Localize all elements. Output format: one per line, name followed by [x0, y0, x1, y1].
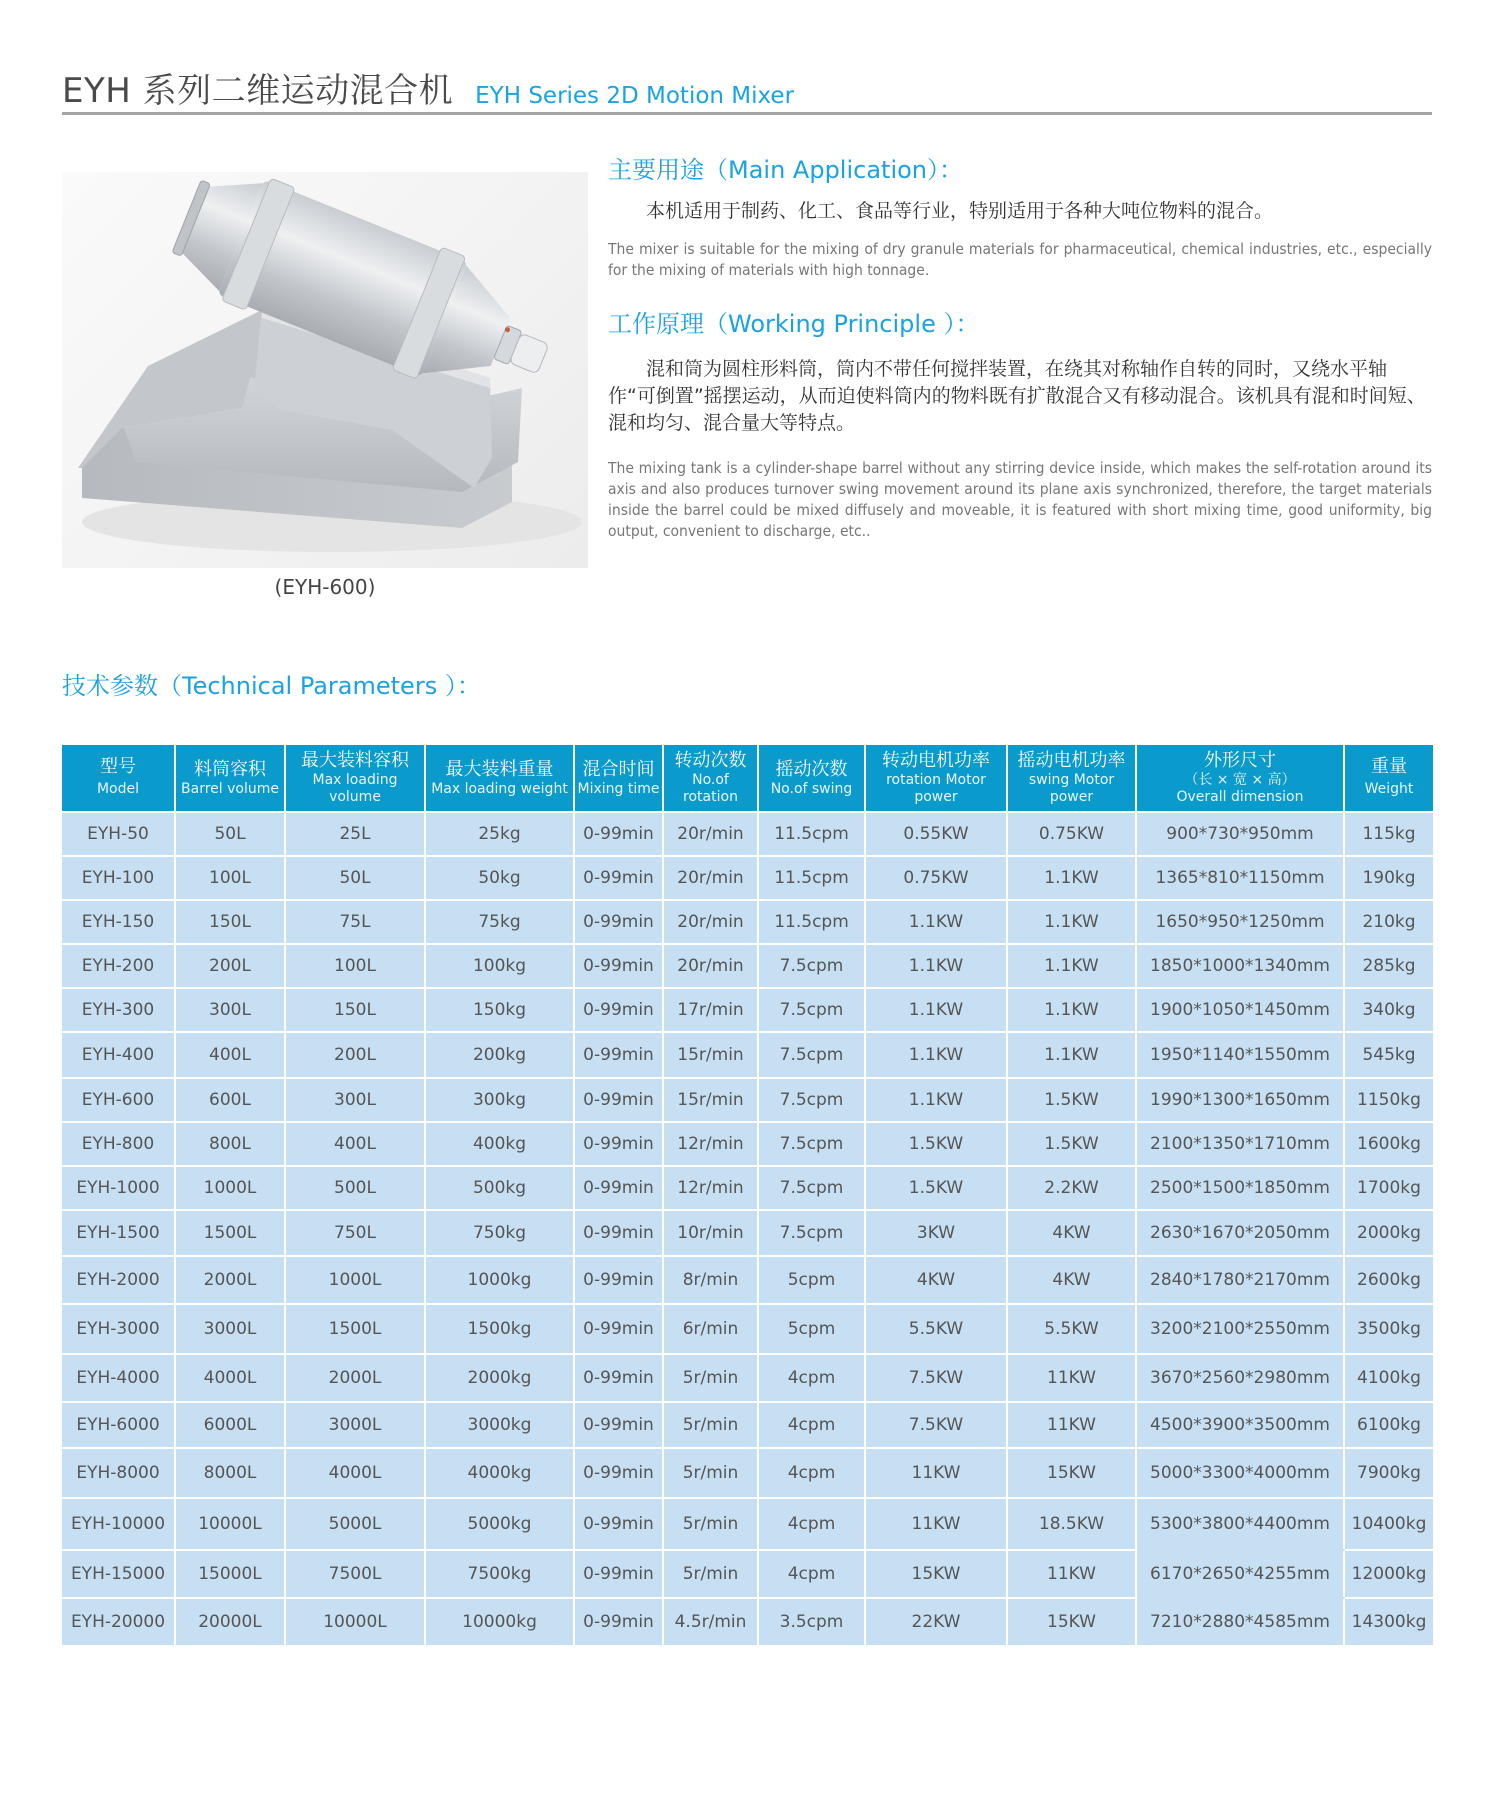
- cell-max-loading-volume: 50L: [285, 856, 425, 900]
- cell-max-loading-volume: 10000L: [285, 1598, 425, 1646]
- column-header-en: swing Motor power: [1028, 772, 1115, 805]
- cell-barrel-volume: 3000L: [175, 1304, 285, 1354]
- cell-overall-dimension: 3200*2100*2550mm: [1136, 1304, 1344, 1354]
- cell-overall-dimension: 6170*2650*4255mm: [1136, 1550, 1344, 1598]
- cell-max-loading-volume: 1500L: [285, 1304, 425, 1354]
- cell-max-loading-weight: 5000kg: [425, 1498, 574, 1550]
- cell-max-loading-weight: 25kg: [425, 812, 574, 856]
- cell-rotation-motor-power: 1.1KW: [865, 1032, 1007, 1078]
- cell-swing-motor-power: 1.1KW: [1007, 988, 1136, 1032]
- cell-swing-motor-power: 1.5KW: [1007, 1078, 1136, 1122]
- cell-rotation-motor-power: 22KW: [865, 1598, 1007, 1646]
- cell-rotation-motor-power: 1.1KW: [865, 944, 1007, 988]
- cell-rotation-count: 4.5r/min: [663, 1598, 758, 1646]
- cell-model: EYH-4000: [62, 1354, 175, 1402]
- cell-mixing-time: 0-99min: [574, 900, 663, 944]
- cell-weight: 210kg: [1344, 900, 1433, 944]
- cell-rotation-count: 15r/min: [663, 1078, 758, 1122]
- cell-rotation-motor-power: 3KW: [865, 1210, 1007, 1256]
- table-row: [62, 900, 1433, 944]
- cell-weight: 10400kg: [1344, 1498, 1433, 1550]
- column-header-cn: 料筒容积: [194, 758, 266, 780]
- column-header-en: No.of swing: [770, 780, 853, 797]
- cell-max-loading-weight: 150kg: [425, 988, 574, 1032]
- title-english: EYH Series 2D Motion Mixer: [475, 83, 795, 109]
- table-row: [62, 1598, 1433, 1646]
- cell-model: EYH-50: [62, 812, 175, 856]
- cell-swing-count: 11.5cpm: [758, 900, 865, 944]
- cell-model: EYH-150: [62, 900, 175, 944]
- column-header-cn: 型号: [100, 756, 136, 777]
- cell-swing-motor-power: 4KW: [1007, 1256, 1136, 1304]
- cell-model: EYH-2000: [62, 1256, 175, 1304]
- table-row: [62, 1498, 1433, 1550]
- cell-max-loading-weight: 50kg: [425, 856, 574, 900]
- cell-mixing-time: 0-99min: [574, 1550, 663, 1598]
- cell-model: EYH-800: [62, 1122, 175, 1166]
- cell-weight: 1150kg: [1344, 1078, 1433, 1122]
- cell-swing-motor-power: 1.1KW: [1007, 944, 1136, 988]
- cell-rotation-count: 12r/min: [663, 1122, 758, 1166]
- cell-barrel-volume: 2000L: [175, 1256, 285, 1304]
- main-application-heading: 主要用途（Main Application）：: [608, 156, 964, 184]
- cell-max-loading-weight: 10000kg: [425, 1598, 574, 1646]
- table-row: [62, 1122, 1433, 1166]
- cell-rotation-motor-power: 0.75KW: [865, 856, 1007, 900]
- cell-overall-dimension: 1650*950*1250mm: [1136, 900, 1344, 944]
- cell-swing-count: 7.5cpm: [758, 1166, 865, 1210]
- cell-max-loading-volume: 2000L: [285, 1354, 425, 1402]
- cell-rotation-count: 15r/min: [663, 1032, 758, 1078]
- cell-weight: 6100kg: [1344, 1402, 1433, 1448]
- spec-table: [62, 745, 1433, 1647]
- column-header-mixing-time: [574, 745, 663, 812]
- cell-mixing-time: 0-99min: [574, 1598, 663, 1646]
- cell-model: EYH-20000: [62, 1598, 175, 1646]
- cell-barrel-volume: 100L: [175, 856, 285, 900]
- cell-barrel-volume: 4000L: [175, 1354, 285, 1402]
- mixer-illustration: [62, 172, 588, 568]
- cell-rotation-count: 5r/min: [663, 1498, 758, 1550]
- table-row: [62, 1402, 1433, 1448]
- cell-rotation-count: 5r/min: [663, 1448, 758, 1498]
- cell-model: EYH-6000: [62, 1402, 175, 1448]
- column-header-rotation-motor-power: [865, 745, 1007, 812]
- cell-max-loading-weight: 1500kg: [425, 1304, 574, 1354]
- cell-swing-count: 7.5cpm: [758, 1122, 865, 1166]
- cell-max-loading-weight: 500kg: [425, 1166, 574, 1210]
- cell-rotation-count: 6r/min: [663, 1304, 758, 1354]
- cell-weight: 1700kg: [1344, 1166, 1433, 1210]
- cell-mixing-time: 0-99min: [574, 1498, 663, 1550]
- main-application-text-en: The mixer is suitable for the mixing of dry granule materials for pharmaceutical, chemical industries, etc., especially for the mixing of materials with high tonnage.: [608, 240, 1432, 279]
- cell-max-loading-volume: 100L: [285, 944, 425, 988]
- cell-model: EYH-15000: [62, 1550, 175, 1598]
- cell-swing-motor-power: 1.1KW: [1007, 900, 1136, 944]
- cell-max-loading-volume: 1000L: [285, 1256, 425, 1304]
- cell-rotation-count: 17r/min: [663, 988, 758, 1032]
- cell-mixing-time: 0-99min: [574, 1166, 663, 1210]
- cell-max-loading-weight: 750kg: [425, 1210, 574, 1256]
- cell-swing-count: 7.5cpm: [758, 1078, 865, 1122]
- cell-model: EYH-200: [62, 944, 175, 988]
- cell-max-loading-volume: 200L: [285, 1032, 425, 1078]
- cell-mixing-time: 0-99min: [574, 1448, 663, 1498]
- cell-barrel-volume: 400L: [175, 1032, 285, 1078]
- cell-weight: 12000kg: [1344, 1550, 1433, 1598]
- table-row: [62, 1550, 1433, 1598]
- working-principle-section: [608, 304, 1432, 339]
- cell-mixing-time: 0-99min: [574, 1122, 663, 1166]
- cell-swing-count: 7.5cpm: [758, 944, 865, 988]
- cell-mixing-time: 0-99min: [574, 1304, 663, 1354]
- cell-weight: 3500kg: [1344, 1304, 1433, 1354]
- cell-max-loading-weight: 400kg: [425, 1122, 574, 1166]
- page-title: [62, 62, 794, 112]
- cell-swing-count: 11.5cpm: [758, 812, 865, 856]
- cell-mixing-time: 0-99min: [574, 1354, 663, 1402]
- cell-model: EYH-100: [62, 856, 175, 900]
- cell-swing-count: 7.5cpm: [758, 1032, 865, 1078]
- column-header-max-loading-volume: [285, 745, 425, 812]
- cell-rotation-motor-power: 0.55KW: [865, 812, 1007, 856]
- cell-rotation-motor-power: 1.1KW: [865, 988, 1007, 1032]
- column-header-en: Max loading weight: [431, 780, 568, 797]
- cell-rotation-motor-power: 15KW: [865, 1550, 1007, 1598]
- cell-swing-motor-power: 15KW: [1007, 1448, 1136, 1498]
- column-header-cn: 摇动次数: [775, 758, 848, 780]
- main-application-text-cn: 本机适用于制药、化工、食品等行业，特别适用于各种大吨位物料的混合。: [646, 200, 1274, 222]
- cell-rotation-motor-power: 5.5KW: [865, 1304, 1007, 1354]
- cell-swing-count: 5cpm: [758, 1304, 865, 1354]
- cell-barrel-volume: 20000L: [175, 1598, 285, 1646]
- cell-swing-count: 3.5cpm: [758, 1598, 865, 1646]
- cell-barrel-volume: 6000L: [175, 1402, 285, 1448]
- cell-max-loading-volume: 150L: [285, 988, 425, 1032]
- cell-overall-dimension: 7210*2880*4585mm: [1136, 1598, 1344, 1646]
- cell-barrel-volume: 50L: [175, 812, 285, 856]
- spec-table-body: [62, 812, 1433, 1646]
- technical-parameters-heading: 技术参数（Technical Parameters ）：: [62, 672, 481, 700]
- column-header-en: Max loading volume: [312, 772, 398, 805]
- cell-rotation-count: 5r/min: [663, 1354, 758, 1402]
- column-header-max-loading-weight: [425, 745, 574, 812]
- table-row: [62, 1256, 1433, 1304]
- cell-swing-count: 7.5cpm: [758, 1210, 865, 1256]
- table-row: [62, 1210, 1433, 1256]
- cell-mixing-time: 0-99min: [574, 988, 663, 1032]
- table-row: [62, 1032, 1433, 1078]
- column-header-en: Weight: [1364, 781, 1414, 797]
- cell-max-loading-weight: 75kg: [425, 900, 574, 944]
- column-header-cn: 最大装料容积: [301, 750, 409, 771]
- table-row: [62, 1448, 1433, 1498]
- cell-rotation-count: 20r/min: [663, 944, 758, 988]
- cell-rotation-motor-power: 11KW: [865, 1498, 1007, 1550]
- cell-max-loading-weight: 300kg: [425, 1078, 574, 1122]
- cell-weight: 285kg: [1344, 944, 1433, 988]
- cell-rotation-count: 20r/min: [663, 812, 758, 856]
- column-header-weight: [1344, 745, 1433, 812]
- cell-model: EYH-8000: [62, 1448, 175, 1498]
- cell-max-loading-volume: 75L: [285, 900, 425, 944]
- spec-table-header: [62, 745, 1433, 812]
- title-chinese: EYH 系列二维运动混合机: [62, 71, 454, 111]
- cell-max-loading-weight: 4000kg: [425, 1448, 574, 1498]
- cell-max-loading-weight: 200kg: [425, 1032, 574, 1078]
- cell-max-loading-volume: 25L: [285, 812, 425, 856]
- cell-overall-dimension: 4500*3900*3500mm: [1136, 1402, 1344, 1448]
- cell-weight: 1600kg: [1344, 1122, 1433, 1166]
- cell-overall-dimension: 2500*1500*1850mm: [1136, 1166, 1344, 1210]
- cell-swing-count: 4cpm: [758, 1550, 865, 1598]
- cell-rotation-count: 12r/min: [663, 1166, 758, 1210]
- working-principle-text-en: The mixing tank is a cylinder-shape barrel without any stirring device inside, which makes the self-rotation around its axis and also produces turnover swing movement around its plane axis synchronized, therefore, the target materials inside the barrel could be mixed diffusely and moveable, it is featured with short mixing time, good uniformity, big output, convenient to discharge, etc..: [608, 459, 1432, 540]
- cell-barrel-volume: 200L: [175, 944, 285, 988]
- cell-mixing-time: 0-99min: [574, 1402, 663, 1448]
- column-header-swing-motor-power: [1007, 745, 1136, 812]
- column-header-en: Barrel volume: [181, 780, 279, 797]
- cell-overall-dimension: 1990*1300*1650mm: [1136, 1078, 1344, 1122]
- cell-swing-motor-power: 2.2KW: [1007, 1166, 1136, 1210]
- column-header-cn: 摇动电机功率: [1017, 750, 1126, 771]
- cell-mixing-time: 0-99min: [574, 1078, 663, 1122]
- cell-overall-dimension: 1365*810*1150mm: [1136, 856, 1344, 900]
- cell-swing-motor-power: 1.5KW: [1007, 1122, 1136, 1166]
- column-header-cn: 最大装料重量: [445, 758, 554, 780]
- cell-mixing-time: 0-99min: [574, 1032, 663, 1078]
- cell-weight: 2000kg: [1344, 1210, 1433, 1256]
- column-header-cn-sub: （长 × 宽 × 高）: [1184, 772, 1296, 788]
- table-row: [62, 988, 1433, 1032]
- cell-rotation-count: 20r/min: [663, 900, 758, 944]
- column-header-cn: 转动次数: [674, 750, 747, 771]
- cell-mixing-time: 0-99min: [574, 1256, 663, 1304]
- cell-barrel-volume: 1500L: [175, 1210, 285, 1256]
- column-header-en: Overall dimension: [1176, 789, 1304, 805]
- cell-overall-dimension: 1900*1050*1450mm: [1136, 988, 1344, 1032]
- cell-swing-motor-power: 11KW: [1007, 1402, 1136, 1448]
- cell-swing-motor-power: 1.1KW: [1007, 856, 1136, 900]
- cell-overall-dimension: 2630*1670*2050mm: [1136, 1210, 1344, 1256]
- cell-max-loading-volume: 750L: [285, 1210, 425, 1256]
- cell-overall-dimension: 3670*2560*2980mm: [1136, 1354, 1344, 1402]
- cell-swing-motor-power: 1.1KW: [1007, 1032, 1136, 1078]
- main-application-section: [608, 150, 1432, 185]
- cell-barrel-volume: 1000L: [175, 1166, 285, 1210]
- cell-barrel-volume: 300L: [175, 988, 285, 1032]
- product-image-caption: (EYH-600): [274, 575, 376, 599]
- cell-mixing-time: 0-99min: [574, 856, 663, 900]
- cell-max-loading-volume: 7500L: [285, 1550, 425, 1598]
- cell-barrel-volume: 15000L: [175, 1550, 285, 1598]
- cell-max-loading-weight: 1000kg: [425, 1256, 574, 1304]
- cell-weight: 340kg: [1344, 988, 1433, 1032]
- cell-max-loading-volume: 500L: [285, 1166, 425, 1210]
- column-header-en: Model: [96, 781, 140, 797]
- cell-swing-count: 4cpm: [758, 1448, 865, 1498]
- column-header-cn: 混合时间: [582, 758, 655, 780]
- cell-swing-count: 5cpm: [758, 1256, 865, 1304]
- cell-barrel-volume: 800L: [175, 1122, 285, 1166]
- cell-model: EYH-400: [62, 1032, 175, 1078]
- cell-weight: 7900kg: [1344, 1448, 1433, 1498]
- cell-max-loading-weight: 2000kg: [425, 1354, 574, 1402]
- cell-rotation-count: 20r/min: [663, 856, 758, 900]
- cell-barrel-volume: 600L: [175, 1078, 285, 1122]
- cell-swing-motor-power: 0.75KW: [1007, 812, 1136, 856]
- table-row: [62, 812, 1433, 856]
- cell-rotation-motor-power: 1.5KW: [865, 1166, 1007, 1210]
- cell-overall-dimension: 5000*3300*4000mm: [1136, 1448, 1344, 1498]
- cell-rotation-motor-power: 1.1KW: [865, 1078, 1007, 1122]
- cell-swing-motor-power: 5.5KW: [1007, 1304, 1136, 1354]
- cell-weight: 2600kg: [1344, 1256, 1433, 1304]
- column-header-cn: 重量: [1371, 756, 1407, 777]
- cell-max-loading-weight: 100kg: [425, 944, 574, 988]
- cell-weight: 545kg: [1344, 1032, 1433, 1078]
- cell-swing-motor-power: 11KW: [1007, 1550, 1136, 1598]
- column-header-cn: 转动电机功率: [882, 750, 990, 771]
- cell-rotation-motor-power: 1.5KW: [865, 1122, 1007, 1166]
- cell-weight: 190kg: [1344, 856, 1433, 900]
- cell-swing-motor-power: 4KW: [1007, 1210, 1136, 1256]
- column-header-barrel-volume: [175, 745, 285, 812]
- cell-rotation-motor-power: 1.1KW: [865, 900, 1007, 944]
- cell-swing-motor-power: 15KW: [1007, 1598, 1136, 1646]
- cell-max-loading-weight: 7500kg: [425, 1550, 574, 1598]
- table-row: [62, 856, 1433, 900]
- table-row: [62, 1166, 1433, 1210]
- column-header-en: No.of rotation: [683, 772, 738, 805]
- cell-model: EYH-10000: [62, 1498, 175, 1550]
- cell-swing-count: 4cpm: [758, 1498, 865, 1550]
- cell-swing-count: 4cpm: [758, 1354, 865, 1402]
- cell-rotation-motor-power: 7.5KW: [865, 1402, 1007, 1448]
- cell-model: EYH-1000: [62, 1166, 175, 1210]
- cell-weight: 4100kg: [1344, 1354, 1433, 1402]
- cell-overall-dimension: 5300*3800*4400mm: [1136, 1498, 1344, 1550]
- cell-swing-count: 11.5cpm: [758, 856, 865, 900]
- cell-model: EYH-300: [62, 988, 175, 1032]
- table-row: [62, 1304, 1433, 1354]
- table-row: [62, 1354, 1433, 1402]
- cell-overall-dimension: 1950*1140*1550mm: [1136, 1032, 1344, 1078]
- cell-max-loading-volume: 5000L: [285, 1498, 425, 1550]
- cell-max-loading-volume: 400L: [285, 1122, 425, 1166]
- working-principle-heading: 工作原理（Working Principle ）：: [608, 310, 980, 338]
- working-principle-text-cn: 混和筒为圆柱形料筒，筒内不带任何搅拌装置，在绕其对称轴作自转的同时，又绕水平轴作“可倒置”摇摆运动，从而迫使料筒内的物料既有扩散混合又有移动混合。该机具有混和时间短、混和均匀、混合量大等特点。: [608, 358, 1426, 434]
- cell-rotation-motor-power: 11KW: [865, 1448, 1007, 1498]
- product-image: [62, 172, 588, 568]
- cell-rotation-count: 10r/min: [663, 1210, 758, 1256]
- column-header-cn: 外形尺寸: [1204, 750, 1276, 771]
- cell-mixing-time: 0-99min: [574, 944, 663, 988]
- cell-rotation-count: 5r/min: [663, 1402, 758, 1448]
- cell-max-loading-volume: 3000L: [285, 1402, 425, 1448]
- cell-swing-count: 7.5cpm: [758, 988, 865, 1032]
- cell-rotation-motor-power: 4KW: [865, 1256, 1007, 1304]
- cell-swing-motor-power: 18.5KW: [1007, 1498, 1136, 1550]
- cell-model: EYH-3000: [62, 1304, 175, 1354]
- column-header-model: [62, 745, 175, 812]
- column-header-rotation-count: [663, 745, 758, 812]
- table-row: [62, 1078, 1433, 1122]
- cell-swing-count: 4cpm: [758, 1402, 865, 1448]
- cell-overall-dimension: 900*730*950mm: [1136, 812, 1344, 856]
- column-header-en: Mixing time: [577, 780, 660, 797]
- cell-mixing-time: 0-99min: [574, 1210, 663, 1256]
- cell-overall-dimension: 2100*1350*1710mm: [1136, 1122, 1344, 1166]
- cell-max-loading-weight: 3000kg: [425, 1402, 574, 1448]
- cell-barrel-volume: 8000L: [175, 1448, 285, 1498]
- table-row: [62, 944, 1433, 988]
- cell-barrel-volume: 10000L: [175, 1498, 285, 1550]
- cell-max-loading-volume: 4000L: [285, 1448, 425, 1498]
- cell-model: EYH-1500: [62, 1210, 175, 1256]
- cell-rotation-motor-power: 7.5KW: [865, 1354, 1007, 1402]
- column-header-en: rotation Motor power: [886, 772, 986, 805]
- title-divider: [62, 112, 1432, 115]
- cell-swing-motor-power: 11KW: [1007, 1354, 1136, 1402]
- cell-weight: 14300kg: [1344, 1598, 1433, 1646]
- cell-rotation-count: 5r/min: [663, 1550, 758, 1598]
- column-header-overall-dimension: [1136, 745, 1344, 812]
- cell-weight: 115kg: [1344, 812, 1433, 856]
- cell-model: EYH-600: [62, 1078, 175, 1122]
- column-header-swing-count: [758, 745, 865, 812]
- cell-max-loading-volume: 300L: [285, 1078, 425, 1122]
- cell-overall-dimension: 2840*1780*2170mm: [1136, 1256, 1344, 1304]
- cell-overall-dimension: 1850*1000*1340mm: [1136, 944, 1344, 988]
- cell-barrel-volume: 150L: [175, 900, 285, 944]
- cell-mixing-time: 0-99min: [574, 812, 663, 856]
- cell-rotation-count: 8r/min: [663, 1256, 758, 1304]
